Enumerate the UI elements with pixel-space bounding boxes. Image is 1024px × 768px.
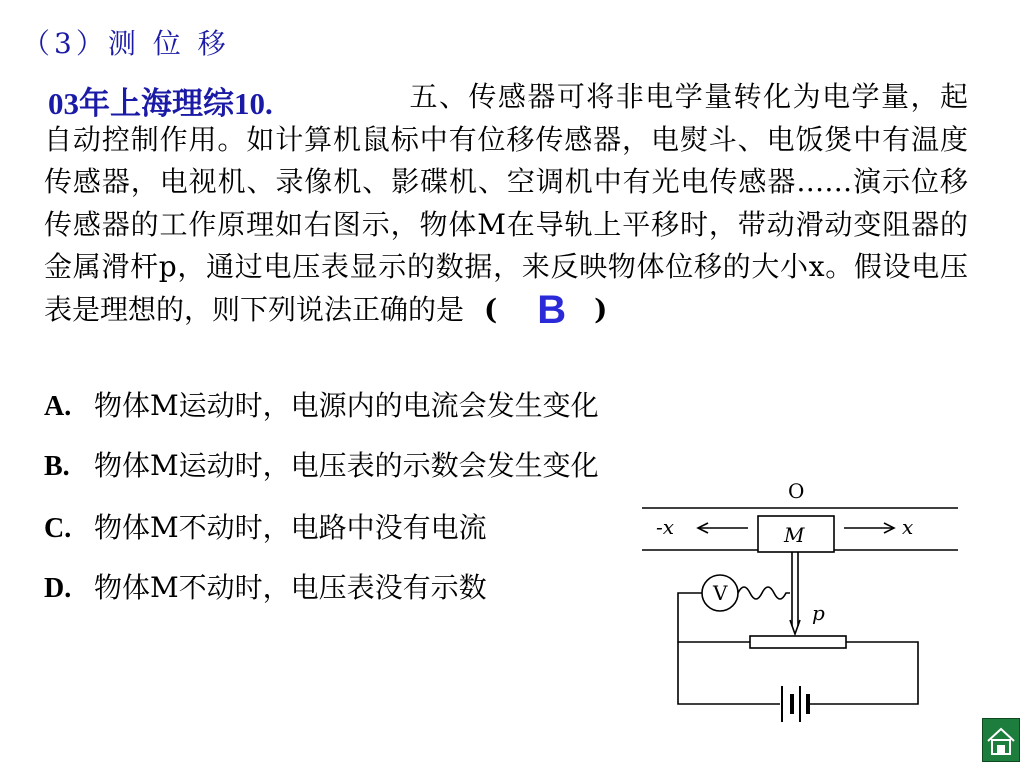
answer-letter: B	[537, 287, 567, 332]
question-line: 量，起自动控制作用。如计算机鼠标中有位移传感器，电熨	[44, 80, 968, 156]
option-letter: B.	[44, 451, 70, 482]
option-letter: D.	[44, 573, 72, 604]
option-c[interactable]	[44, 506, 487, 546]
slider-label: p	[812, 601, 825, 625]
home-icon	[983, 719, 1019, 761]
mass-label: M	[784, 523, 805, 547]
outer-circuit-right	[808, 642, 918, 704]
outer-circuit-left	[678, 642, 780, 704]
option-text: 物体M不动时，电路中没有电流	[94, 511, 487, 544]
option-b[interactable]	[44, 444, 599, 484]
option-a[interactable]	[44, 384, 599, 424]
question-line: 表是理想的，则下列说法正确的是	[44, 292, 465, 326]
pos-x-label: x	[902, 515, 914, 539]
option-letter: A.	[44, 391, 72, 422]
slider-tip	[790, 620, 800, 634]
question-line: 调机中有光电传感器……演示位移传感器的工作原理如右图	[44, 165, 968, 241]
option-text: 物体M不动时，电压表没有示数	[94, 571, 487, 604]
option-text: 物体M运动时，电源内的电流会发生变化	[94, 389, 599, 422]
question-line: 五、传感器可将非电学量转化为电学	[408, 80, 882, 113]
question-line: 示，物体M在导轨上平移时，带动滑动变阻器的金属滑杆p，	[44, 207, 968, 283]
option-d[interactable]	[44, 566, 487, 606]
answer-bracket-close: )	[594, 292, 608, 326]
voltmeter-label: V	[713, 581, 728, 605]
option-letter: C.	[44, 513, 72, 544]
circuit-diagram	[630, 478, 970, 730]
section-title: （3）测 位 移	[22, 27, 230, 60]
neg-x-label: -x	[656, 515, 675, 539]
problem-source: 03年上海理综10.	[48, 86, 273, 121]
option-text: 物体M运动时，电压表的示数会发生变化	[94, 449, 599, 482]
flexible-wire	[738, 587, 790, 599]
rheostat	[750, 636, 846, 648]
question-line: 通过电压表显示的数据，来反映物体位移的大小x。假设电压	[206, 250, 968, 283]
home-button[interactable]	[982, 718, 1020, 762]
problem-statement	[44, 76, 968, 331]
origin-label: O	[788, 479, 805, 503]
answer-bracket-open: (	[484, 292, 498, 326]
question-line: 斗、电饭煲中有温度传感器，电视机、录像机、影碟机、空	[44, 122, 968, 198]
